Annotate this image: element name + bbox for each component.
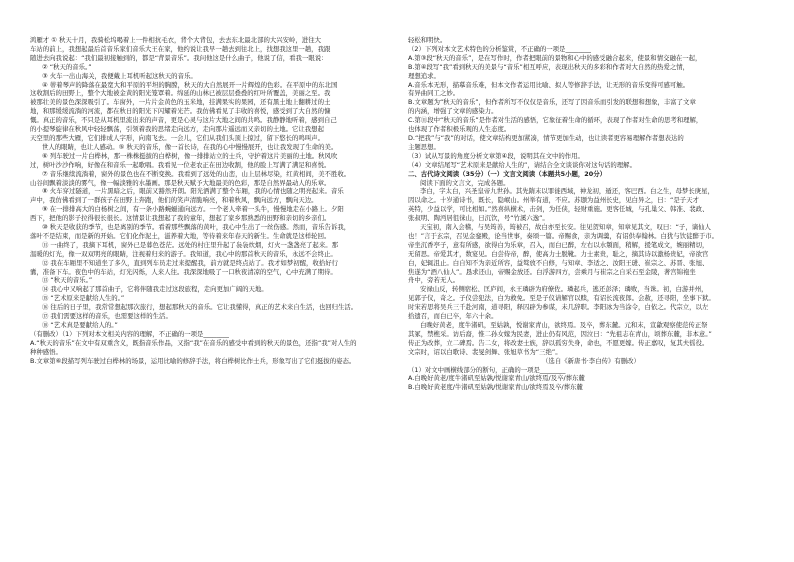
- left-column-text-line: ④ 蒂着琴声的降落在最宽大和平原的平坦的胸膛，秋天的大自然展开一片辉煌的色彩。在平原中的东北国: [42, 80, 338, 89]
- left-column-text-line: 山谷间飘着淡淡的雾气，像一幅淡雅的水墨画。那是秋天赋予大地最美的色彩，那是自然界最动人的乐章。: [30, 178, 331, 187]
- right-column-text-line: B.文章题为“秋天的音乐”，但作者所写不仅仅是音乐，还写了因音乐而引发的联想和想象，丰富了文章: [408, 98, 696, 107]
- right-column-text-line: B.第④段写“我”看到秋天的美景与“音乐”相互呼应，表现出秋天的多彩和作者对大自然的热爱之情，: [408, 62, 690, 71]
- right-column-text-line: 李白，字太白，兴圣皇帝九世孙。其先隋末以罪徙西域，神龙初，遁还，客巴西。白之生，母梦长庚星，: [420, 187, 714, 196]
- right-column-text-line: 传正为改葬，立二碑焉。告二女，将改妻士族，辞以孤穷失身，命也，不愿更嫁。传正嘉叹，复其夫徭役。: [408, 338, 709, 347]
- left-column-text-line: 天空里的那些大雁，它们排成人字形，向南飞去。一会儿，它们从我们头顶上掠过，留下悠长的鸣叫声。: [30, 133, 324, 142]
- left-column-text-line: 囊，准备下车。夜色中的车站，灯光闪烁，人来人往。我深深地吸了一口秋夜清凉的空气，心中充满了期待。: [30, 267, 337, 276]
- right-column-text-line: A.白晚好黄老/度牛渚矶至姑孰/悦谢家青山/欲终焉/及卒/葬东麓: [408, 374, 585, 383]
- left-column-text-line: ⑮ “艺术原来是献给人生的。”: [42, 294, 125, 303]
- right-column-text-line: 张叔明、陶沔居徂徕山，日沉饮，号“竹溪六逸”。: [408, 214, 549, 223]
- left-column-text-line: ⑥ 列车驶过一片白桦林，那一株株挺拔的白桦树，像一排排站立的士兵，守护着这片美丽的土地。秋风吹: [42, 151, 338, 160]
- left-column-text-line: ⑯ 往后的日子里，我常常想起那次旅行，想起那秋天的音乐。它让我懂得，真正的艺术来自生活，也回归生活。: [42, 303, 358, 312]
- right-column-text-line: 舟中，旁若无人。: [408, 276, 460, 285]
- right-column-text-line: 也体现了作者积极乐观的人生态度。: [408, 125, 511, 134]
- left-column-text-line: 地，和那缓缓流淌的河流，都在秋日的阳光下闪耀着光芒。我仿佛看见了丰收的喜悦，感受到了大自然的慷: [30, 107, 331, 116]
- right-column-text-line: 帝坐沉香亭子，意有所感，欲得白为乐章，召入，而白已醉，左右以水頮面，稍解，援笔成文，婉丽精切，: [408, 240, 709, 249]
- right-column-text-line: 也！”言于玄宗，召见金銮殿，论当世事，奏颂一篇。帝赐食，亲为调羹，有诏供奉翰林。白犹与饮徒醉于市。: [408, 231, 719, 240]
- right-column-text-line: D.“把我”与“我”的对话，使文章结构更加紧凑，情节更加生动，也让读者更容易理解作者想表达的: [408, 133, 684, 142]
- left-column-text-line: 温暖的灯光，像一双双明亮的眼睛，注视着归来的游子。我知道，我心中的那首秋天的音乐，永远不会终止。: [30, 249, 337, 258]
- left-column-text-line: 被那壮美的景色深深吸引了。车窗外，一片片金黄色的玉米地，挂满果实的果园，还有黑土地上翻耕过的土: [30, 98, 331, 107]
- right-column-text-line: （1）对文中画横线部分的断句，正确的一项是________: [408, 365, 566, 374]
- left-column-text-line: 声中，我仿佛看到了一群孩子在田野上奔跑，他们的笑声清脆响亮，和着秋风，飘向远方，飘向天边。: [30, 196, 318, 205]
- left-column-text-line: （有删改）（1）下列对本文相关内容的理解，不正确的一项是________: [30, 329, 229, 338]
- left-column-text-line: 种种感悟。: [30, 347, 62, 356]
- right-column-text-line: 英特，少益以学，可比相如。”然喜纵横术，击剑，为任侠，轻财重施。更客任城，与孔巢父、韩准、裴政、: [408, 205, 709, 214]
- right-column-text-line: 文宗时，诏以白歌诗、裴旻剑舞、张旭草书为“三绝”。: [408, 347, 562, 356]
- left-column-text-line: ③ 火车一出山海关，我便戴上耳机听起这秋天的音乐。: [42, 71, 197, 80]
- left-column-text-line: 过，树叶沙沙作响，好像在和音乐一起歌唱。我看见一位老农正在田边收割，他的脸上写满了满足和喜悦。: [30, 160, 331, 169]
- right-column-text-line: 主题思想。: [408, 142, 440, 151]
- left-column-text-line: ⑪ 一曲终了，我摘下耳机，窗外已是暮色苍茫。远处的村庄里升起了袅袅炊烟，灯火一盏盏亮了起来。那: [42, 240, 338, 249]
- left-column-text-line: ⑨ 在一排排高大的白杨树之间，有一条小路蜿蜒通向远方。一个老人牵着一头牛，慢慢地走在小路上。夕阳: [42, 205, 344, 214]
- right-column-text-line: 阅读下面的文言文，完成各题。: [420, 178, 510, 187]
- left-column-text-line: 世人的眼睛，也让人感动。⑤ 秋天的音乐，像一首长诗，在我的心中慢慢展开，也让我发现了生命的美。: [42, 142, 338, 151]
- right-column-text-line: 轻松和明快。: [408, 36, 447, 44]
- right-column-text-line: 无留思。帝爱其才，数宴见。白尝侍帝，醉，使高力士脱靴。力士素贵，耻之，摘其诗以激杨贵妃，帝欲官: [408, 249, 709, 258]
- left-column-text-line: ⑭ 我心中又响起了那首曲子，它将伴随我走过这段旅程，走向更加广阔的天地。: [42, 285, 268, 294]
- right-column-text-line: 安禄山反，转侧宿松、匡庐间，永王璘辟为府僚佐。璘起兵，逃还彭泽；璘败，当诛。初，白游并州，: [420, 285, 708, 294]
- right-column-text-line: （3）试从写景的角度分析文章第④段，说明其在文中的作用。: [408, 151, 584, 160]
- right-column-text-line: 时宋若思将吴兵三千赴河南，道寻阳，释囚辟为参谋，未几辞职。李阳冰为当涂令，白依之。代宗立，以左: [408, 303, 709, 312]
- left-column-text-line: 鸿雁才 ① 秋天十月，我骑松坞喝着上一件相抗毛衣，背个大背包，去去东北最北部的大兴安岭，进往大: [30, 36, 321, 44]
- right-column-text-line: （选自《新唐书·李白传》有删改）: [542, 356, 640, 365]
- right-column-text-line: 焦遂为“酒八仙人”。恳求还山，帝赐金放还。白浮游四方，尝乘月与崔宗之自采石至金陵，著宫锦袍坐: [408, 267, 696, 276]
- right-column-text-line: 白，妃辄沮止。白自知不为亲近所容，益骜放不自修，与知章、李适之、汝阳王琎、崔宗之、苏晋、张旭、: [408, 258, 709, 267]
- right-column-text-line: 拾遗召，而白已卒，年六十余。: [408, 312, 498, 321]
- left-column-text-line: B.文章第⑥段描写列车驶过白桦林的场景，运用比喻的修辞手法，将白桦树比作士兵，形象写出了它们挺拔的姿态。: [30, 356, 356, 365]
- left-column-text-line: ⑫ 我在车厢里不知道坐了多久，直到列车员走过来提醒我，前方就是终点站了。我才如梦初醒，收拾好行: [42, 258, 338, 267]
- right-column-text-line: （4）文章结尾写“艺术原来是献给人生的”，请结合全文谈谈你对这句话的理解。: [408, 160, 636, 169]
- right-column-text-line: 白晚好黄老，度牛渚矶，至姑孰，悦谢家青山，欲终焉。及卒，葬东麓。元和末，宣歙观察使范传正祭: [420, 321, 708, 329]
- right-column-text-line: 有异曲同工之妙。: [408, 89, 460, 98]
- left-column-text-line: A.“秋天的音乐”在文中有双重含义，既指音乐作品，又指“我”在音乐的感受中看到的秋天的景色，还指“我”对人生的: [30, 338, 357, 347]
- right-column-text-line: 理想追求。: [408, 71, 440, 80]
- left-column-text-line: 的小提琴旋律在秋风中轻轻飘荡，引领着我的思绪走向远方，走向那片遥远而又亲切的土地。它让我想起: [30, 125, 324, 134]
- right-column-text-line: C.第⑪段中“秋天的音乐”是作者对生活的感悟，它象征着生命的循环，表现了作者对生命的思考和理解，: [408, 116, 703, 125]
- left-column-text-line: ⑰ 我们需要这样的音乐，也需要这样的生活。: [42, 312, 172, 321]
- right-column-text-line: 因以命之。十岁通诗书，既长，隐岷山。州举有道，不应。苏颋为益州长史，见白异之，曰：“是子天才: [408, 196, 699, 205]
- left-column-text-line: ⑱ “艺术真是要献给人的。”: [42, 321, 118, 329]
- right-column-text-line: 天宝初，南入会稽，与吴筠善，筠被召，故白亦至长安。往见贺知章，知章见其文，叹曰：“子，谪仙人: [420, 223, 711, 232]
- left-column-text-line: ⑩ 秋天是收获的季节，也是离别的季节。看着那些飘落的黄叶，我心中生出了一丝伤感。然而，音乐告诉我，: [42, 223, 351, 232]
- right-column-text-line: A.音乐本无形，描摹音乐难，但本文作者运用比喻、拟人等修辞手法，让无形的音乐变得可感可触。: [408, 80, 690, 89]
- left-column: [30, 36, 396, 366]
- right-column-text-line: 的内涵，增强了文章的感染力。: [408, 107, 498, 116]
- left-column-text-line: 落叶不是结束，而是新的开始。它们化作泥土，滋养着大地，等待着来年春天的新生。生命就是这样轮回。: [30, 231, 331, 240]
- right-column-text-line: （2）下列对本文艺术特色的分析鉴赏，不正确的一项是________: [408, 44, 592, 53]
- left-column-text-line: 慨。真正的音乐，不只是从耳机里流出来的声音，更是心灵与这片大地之间的共鸣。我静静地听着，感到自己: [30, 116, 337, 125]
- left-column-text-line: 车站的前上，我想起最后首音乐家们音乐大王在家，他约说让我早一趟去到往北上，找想我这里一趟，我跟: [30, 44, 331, 53]
- right-column-text-line: B.白晚好黄老度/牛渚矶至姑孰/悦谢家青山/欲终焉及卒/葬东麓: [408, 383, 583, 392]
- left-column-text-line: ⑦ 音乐继续流淌着，窗外的景色也在不断变换。我看到了远处的山峦，山上层林尽染，红黄相间，美不胜收。: [42, 169, 351, 178]
- left-column-text-line: 这收割后的田野上，整个大地被金黄的阳光笼罩着。绵延的山林已被层层叠叠的红叶所覆盖，美丽之至。我: [30, 89, 331, 98]
- right-column-text-line: 其冢，禁樵采。访后裔，惟二孙女嫁为民妻，进止仍有风范，因泣曰：“先祖志在青山，顷葬东麓，非本意。”: [408, 329, 712, 338]
- left-column-text-line: ② “秋天的音乐。”: [42, 62, 92, 71]
- right-column: [408, 36, 774, 392]
- left-column-text-line: 随进去向我说起：“我们最初接触到的，都是“背景音乐”。我问他这是什么曲子，他说了信，看我一眼说：: [30, 53, 328, 62]
- left-column-text-line: 西下，把他的影子拉得很长很长。这情景让我想起了我的童年，想起了家乡那熟悉的田野和亲切的乡亲们。: [30, 214, 331, 223]
- left-column-text-line: ⑧ 火车穿过隧道，一片黑暗之后，眼前又豁然开朗。阳光洒满了整个车厢，我的心情也随之明亮起来。音乐: [42, 187, 344, 196]
- right-column-text-line: 见郭子仪，奇之。子仪尝犯法，白为救免。至是子仪请解官以赎，有诏长流夜郎。会赦，还寻阳，坐事下狱。: [408, 294, 715, 303]
- left-column-text-line: ⑬ “秋天的音乐。”: [42, 276, 93, 285]
- right-column-text-line: A.第③段“秋天的音乐”，是在写作时，作者把眼前的景物和心中的感受融合起来，使景和情交融在一起，: [408, 53, 702, 62]
- right-column-text-line: 二、古代诗文阅读（35分）（一）文言文阅读（本题共5小题，20分）: [408, 169, 606, 178]
